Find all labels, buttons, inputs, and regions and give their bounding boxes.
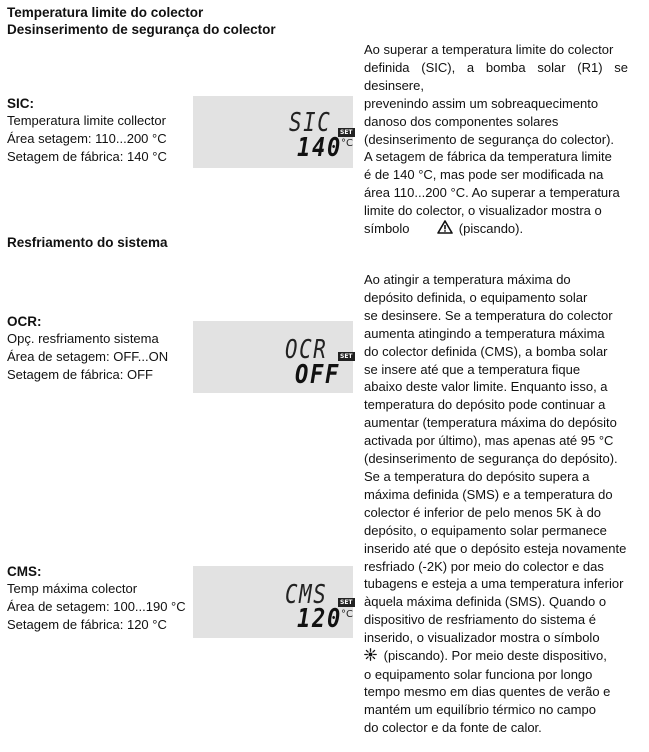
desc-line: do colector definida (CMS), a bomba solar [364, 343, 608, 359]
param-block-ocr [7, 313, 168, 384]
param-line: Área de setagem: 100...190 °C [7, 599, 186, 614]
desc-line: Ao superar a temperatura limite do colector [364, 42, 614, 57]
lcd-bottom-value: 120 [297, 604, 343, 634]
desc-line: colector é inferior de pelo menos 5K à do [364, 504, 602, 520]
desc-line: depósito definida, o equipamento solar [364, 289, 588, 305]
set-badge: SET [340, 599, 353, 606]
desc-line: (desinserimento de segurança do colector). [364, 131, 615, 147]
lcd-display-cms [193, 566, 353, 638]
desc-line: danoso dos componentes solares [364, 113, 559, 129]
desc-line: àquela máxima definida (SMS). Quando o [364, 594, 607, 610]
param-block-cms [7, 563, 186, 634]
desc-line: tubagens e esteja a uma temperatura inferior [364, 576, 624, 592]
lcd-display-sic [193, 96, 353, 168]
param-block-sic [7, 95, 167, 166]
param-line: Área setagem: 110...200 °C [7, 131, 167, 146]
desc-line: se desinsere. Se a temperatura do colector [364, 307, 613, 323]
lcd-bottom-value: OFF [295, 360, 341, 390]
param-line: Opç. resfriamento sistema [7, 331, 159, 346]
warning-triangle-icon [437, 220, 453, 239]
sun-cooling-icon [364, 648, 377, 666]
desc-line: o equipamento solar funciona por longo [364, 666, 593, 682]
lcd-unit: °C [341, 138, 353, 149]
lcd-top-text: CMS [285, 580, 328, 610]
desc-line: aumenta atingindo a temperatura máxima [364, 325, 605, 341]
desc-line: activada por último), mas apenas até 95 °C [364, 433, 614, 449]
section-title-collector-limit: Temperatura limite do colector [7, 5, 204, 20]
lcd-display-ocr [193, 321, 353, 393]
desc-line: se insere até que a temperatura fique [364, 361, 581, 377]
desc-line: tempo mesmo em dias quentes de verão e [364, 684, 611, 700]
desc-line: depósito, o equipamento solar permanece [364, 522, 607, 538]
desc-text: (piscando). Por meio deste dispositivo, [383, 648, 607, 664]
desc-line: inserido até que o depósito esteja novamente [364, 540, 627, 556]
desc-line: área 110...200 °C. Ao superar a temperatura [364, 185, 620, 201]
description-cooling [364, 271, 628, 737]
param-line: Setagem de fábrica: 140 °C [7, 149, 167, 164]
lcd-bottom-value: 140 [297, 133, 343, 163]
desc-line: resfriado (-2K) por meio do colector e das [364, 558, 604, 574]
param-code: SIC: [7, 96, 34, 111]
desc-line: do colector e da fonte de calor. [364, 720, 542, 736]
param-line: Área de setagem: OFF...ON [7, 349, 169, 364]
lcd-top-text: SIC [289, 108, 332, 138]
desc-line-with-icon [364, 647, 628, 666]
desc-line: prevenindo assim um sobreaquecimento [364, 95, 599, 111]
desc-line: mantém um equilíbrio térmico no campo [364, 702, 596, 718]
desc-line-with-icon [364, 220, 628, 239]
desc-line: é de 140 °C, mas pode ser modificada na [364, 167, 604, 183]
param-line: Setagem de fábrica: 120 °C [7, 617, 167, 632]
param-line: Temp máxima colector [7, 581, 138, 596]
desc-line: aumentar (temperatura máxima do depósito [364, 415, 617, 431]
param-line: Setagem de fábrica: OFF [7, 367, 153, 382]
desc-line: inserido, o visualizador mostra o símbolo [364, 630, 600, 646]
description-sic [364, 41, 628, 239]
set-badge: SET [340, 129, 353, 136]
desc-line: (desinserimento de segurança do depósito). [364, 451, 618, 467]
param-code: CMS: [7, 564, 42, 579]
lcd-unit: °C [341, 609, 353, 620]
param-code: OCR: [7, 314, 42, 329]
desc-text: (piscando). [458, 221, 524, 237]
desc-line: Se a temperatura do depósito supera a [364, 468, 590, 484]
lcd-top-text: OCR [285, 335, 328, 365]
set-badge: SET [340, 353, 353, 360]
desc-text: símbolo [364, 221, 410, 237]
param-line: Temperatura limite collector [7, 113, 166, 128]
desc-line: temperatura do depósito pode continuar a [364, 397, 606, 413]
desc-line: máxima definida (SMS) e a temperatura do [364, 486, 613, 502]
desc-line: abaixo deste valor limite. Enquanto isso, a [364, 379, 608, 395]
desc-line: dispositivo de resfriamento do sistema é [364, 612, 596, 628]
desc-line: Ao atingir a temperatura máxima do [364, 272, 571, 287]
desc-line: A setagem de fábrica da temperatura limite [364, 149, 612, 165]
section-subtitle-collector-safety: Desinserimento de segurança do colector [7, 22, 276, 37]
section-title-system-cooling: Resfriamento do sistema [7, 235, 168, 250]
desc-line: limite do colector, o visualizador mostra o [364, 203, 602, 219]
desc-line: definida (SIC), a bomba solar (R1) se desinsere, [364, 59, 628, 93]
